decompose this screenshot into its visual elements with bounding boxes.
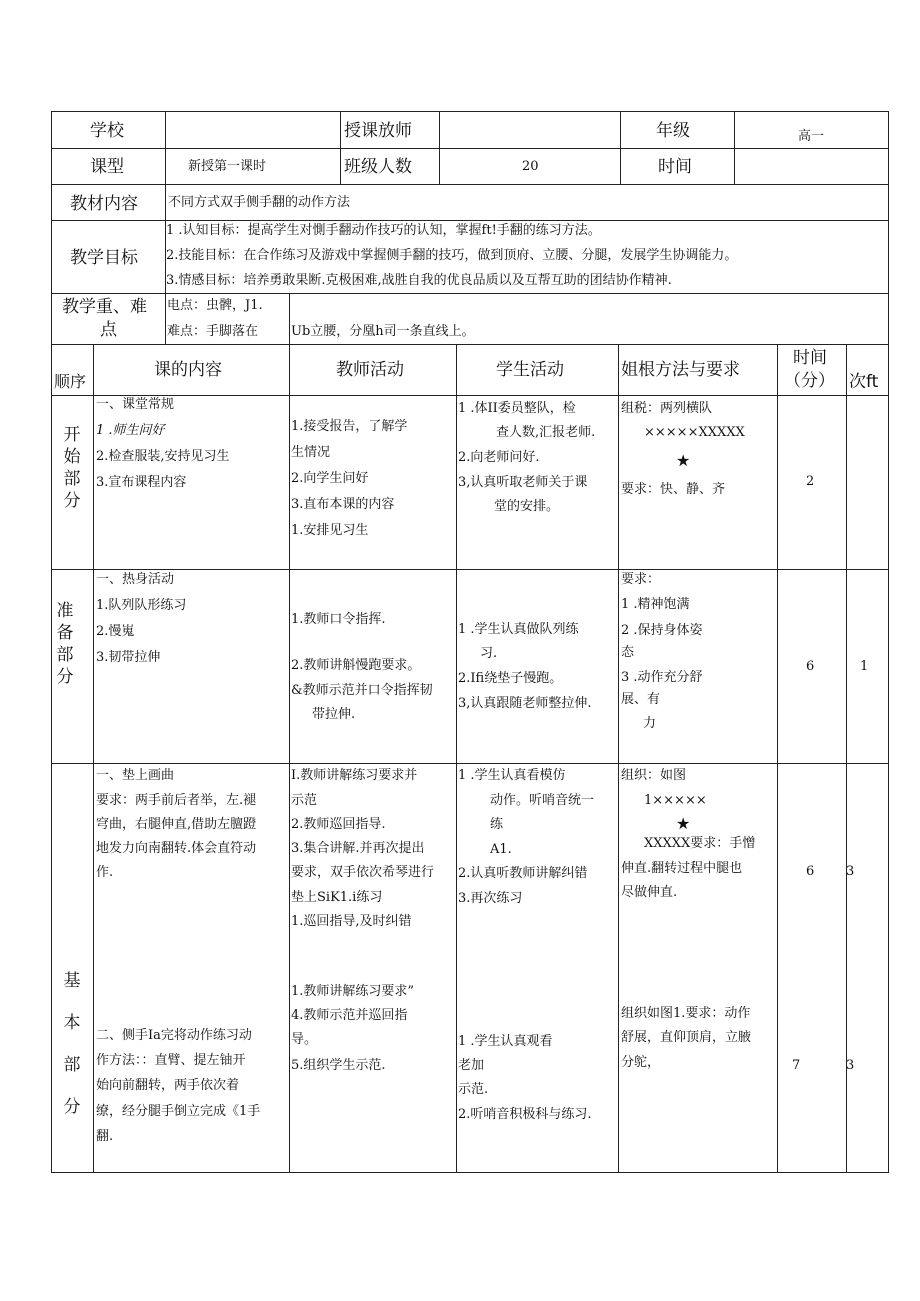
- school-label: 学校: [90, 121, 124, 141]
- basic-teacher-line: 3.集合讲解.并再次提出: [291, 841, 425, 856]
- prep-content-line: 3.韧带拉伸: [96, 650, 161, 665]
- grid-line: [439, 111, 440, 184]
- section-label-prep: 准 备 部 分: [56, 601, 74, 687]
- basic-student-line: 1 .学生认真看模仿: [458, 768, 566, 783]
- basic-content-line: 作.: [96, 865, 114, 880]
- grid-line: [51, 111, 889, 112]
- start-student-line: 查人数,汇报老师.: [496, 425, 596, 440]
- prep-method-line: 展、有: [621, 692, 661, 707]
- class-size-label: 班级人数: [344, 157, 412, 177]
- goal-line: 1 .认知目标：提高学生对惻手翻动作技巧的认知，掌握ft!手翻的练习方法。: [166, 223, 601, 238]
- grid-line: [888, 111, 889, 1173]
- difficulty-text: Ub立腰，分凰h司一条直线上。: [291, 324, 475, 339]
- prep-content-line: 一、热身活动: [96, 572, 175, 587]
- basic-teacher-line: 垫上SiK1.i练习: [291, 890, 383, 905]
- goals-label: 教学目标: [70, 248, 138, 268]
- prep-teacher-line: 带拉伸.: [312, 707, 356, 722]
- start-content-line: 1 .师生问好: [96, 423, 165, 438]
- prep-student-line: 3,认真跟随老师整拉伸.: [458, 696, 592, 711]
- star-icon: ★: [676, 451, 691, 470]
- basic-method-line: 尽做伸直.: [621, 885, 678, 900]
- basic-method-line: 分鸵，: [621, 1055, 661, 1070]
- basic-method-line: 组织：如图: [621, 768, 687, 783]
- grid-line: [289, 293, 290, 344]
- prep-teacher-line: 1.教师口令指挥.: [291, 612, 386, 627]
- basic-student-line: 练: [490, 817, 504, 832]
- start-content-line: 2.检查服装,安持见习生: [96, 449, 230, 464]
- prep-method-line: 3 .动作充分舒: [621, 670, 703, 685]
- start-method-line: 要求：快、静、齐: [621, 482, 726, 497]
- grid-line: [456, 344, 457, 1173]
- keypoints-label: 点: [100, 320, 117, 340]
- grid-line: [51, 763, 889, 764]
- grid-line: [51, 569, 889, 570]
- column-header-student: 学生活动: [496, 360, 564, 380]
- basic-student-line: 老加: [458, 1058, 485, 1073]
- start-student-line: 1 .体II委员整队，检: [458, 401, 576, 416]
- basic-teacher-line: 导。: [291, 1032, 318, 1047]
- basic-student-line: 示范.: [458, 1082, 489, 1097]
- basic-times: 3: [846, 1058, 855, 1073]
- basic-teacher-line: 5.组织学生示范.: [291, 1058, 386, 1073]
- basic-teacher-line: 1.教师讲解练习要求”: [291, 984, 415, 999]
- basic-method-line: 舒展，直仰顶肩，立腋: [621, 1030, 752, 1045]
- grid-line: [289, 344, 290, 1173]
- start-student-line: 堂的安排。: [494, 499, 560, 514]
- grid-line: [734, 111, 735, 184]
- grade-value: 高一: [798, 129, 825, 144]
- grid-line: [777, 344, 778, 1173]
- basic-student-line: 2.听哨音积极科与练习.: [458, 1107, 592, 1122]
- column-header-content: 课的内容: [154, 360, 222, 380]
- grid-line: [51, 395, 889, 396]
- basic-content-line: 要求：两手前后者举，左.褪: [96, 793, 257, 808]
- grid-line: [51, 1172, 889, 1173]
- basic-student-line: 1 .学生认真观看: [458, 1034, 553, 1049]
- grid-line: [51, 220, 889, 221]
- prep-teacher-line: &教师示范并口令指挥韧: [291, 683, 433, 698]
- prep-teacher-line: 2.教师讲斛慢跑要求。: [291, 658, 421, 673]
- column-header-teacher: 教师活动: [336, 360, 404, 380]
- column-header-order: 顺序: [54, 372, 87, 391]
- keypoint-text: 电点：虫髀，J1.: [167, 298, 263, 313]
- start-teacher-line: 生情况: [291, 445, 331, 460]
- prep-content-line: 1.队列队形练习: [96, 598, 187, 613]
- prep-method-line: 1 .精神饱满: [621, 597, 690, 612]
- column-header-time: （分）: [784, 371, 835, 391]
- prep-student-line: 习.: [480, 646, 498, 661]
- prep-times: 1: [860, 659, 869, 674]
- start-student-line: 3,认真听取老师关于课: [458, 475, 588, 490]
- type-label: 课型: [90, 157, 124, 177]
- basic-time: 7: [792, 1058, 801, 1073]
- basic-teacher-line: 2.教师巡回指导.: [291, 817, 386, 832]
- start-teacher-line: 2.向学生问好: [291, 471, 369, 486]
- grid-line: [93, 344, 94, 1173]
- grid-line: [51, 148, 889, 149]
- goal-line: 2.技能目标：在合作练习及游戏中掌握侧手翻的技巧，做到顶府、立腰、分腿，发展学生协调能力。: [166, 248, 738, 263]
- start-teacher-line: 1.安排见习生: [291, 523, 369, 538]
- grid-line: [620, 111, 621, 184]
- basic-content-line: 缭，经分腿手倒立完成《1手: [96, 1104, 261, 1119]
- basic-content-line: 地发力向南翻转.体会直符动: [96, 841, 257, 856]
- prep-student-line: 1 .学生认真做队列练: [458, 622, 579, 637]
- prep-method-line: 要求：: [621, 572, 661, 587]
- start-teacher-line: 3.直布本课的内容: [291, 497, 395, 512]
- class-size-value: 20: [522, 159, 539, 174]
- grid-line: [51, 344, 889, 345]
- start-student-line: 2.向老师问好.: [458, 450, 540, 465]
- prep-method-line: 2 .保持身体姿: [621, 623, 703, 638]
- basic-teacher-line: 1.巡回指导,及时纠错: [291, 914, 412, 929]
- prep-content-line: 2.慢嵬: [96, 624, 135, 639]
- basic-student-line: 动作。听哨音统一: [490, 793, 595, 808]
- prep-method-line: 力: [643, 716, 657, 731]
- start-method-line: ×××××XXXXX: [644, 425, 745, 440]
- prep-time: 6: [806, 659, 815, 674]
- basic-teacher-line: 示范: [291, 793, 318, 808]
- start-teacher-line: 1.接受报告，了解学: [291, 419, 408, 434]
- content-label: 教材内容: [70, 194, 138, 214]
- grid-line: [51, 184, 889, 185]
- column-header-times: 次ft: [849, 372, 879, 392]
- basic-teacher-line: 4.教师示范并巡回指: [291, 1008, 408, 1023]
- grade-label: 年级: [656, 121, 690, 141]
- basic-method-line: 伸直.翻转过程中腿也: [621, 861, 743, 876]
- star-icon: ★: [676, 814, 691, 833]
- goal-line: 3.情感目标：培养勇敢果断.克极困难,战胜自我的优良品质以及互帮互助的团结协作精神.: [166, 273, 672, 288]
- grid-line: [51, 111, 52, 1173]
- basic-student-line: A1.: [490, 842, 512, 857]
- basic-content-line: 始向前翻转，两手依次着: [96, 1078, 240, 1093]
- basic-content-line: 一、垫上画曲: [96, 768, 175, 783]
- start-content-line: 一、课堂常规: [96, 397, 175, 412]
- basic-content-line: 二、侧手Ia完将动作练习动: [96, 1028, 252, 1043]
- grid-line: [846, 344, 847, 1173]
- grid-line: [340, 111, 341, 184]
- type-value: 新授第一课时: [188, 159, 267, 174]
- teacher-label: 授课放师: [344, 121, 412, 141]
- basic-method-line: XXXXX要求：手憎: [644, 836, 756, 851]
- basic-teacher-line: 要求，双手依次希琴进行: [291, 865, 435, 880]
- basic-method-line: 1×××××: [644, 793, 707, 808]
- basic-student-line: 3.再次练习: [458, 891, 523, 906]
- difficulty-text: 难点：手脚落在: [167, 324, 259, 339]
- content-value: 不同方式双手侧手翻的动作方法: [168, 195, 351, 210]
- section-label-start: 开 始 部 分: [63, 425, 81, 511]
- time-label: 时间: [658, 157, 692, 177]
- basic-content-line: 穹曲，右腿伸直,借助左膻蹬: [96, 817, 257, 832]
- prep-student-line: 2.Ifi绕垫子慢跑。: [458, 671, 563, 686]
- column-header-time: 时间: [793, 348, 827, 368]
- basic-student-line: 2.认真听教师讲解纠错: [458, 866, 588, 881]
- start-method-line: 组税：两列横队: [621, 401, 713, 416]
- basic-teacher-line: I.教师讲解练习要求并: [291, 768, 418, 783]
- grid-line: [51, 293, 889, 294]
- prep-method-line: 态: [621, 645, 635, 660]
- basic-time: 6: [806, 864, 815, 879]
- column-header-method: 姐根方法与要求: [621, 360, 740, 380]
- basic-method-line: 组织如图1.要求：动作: [621, 1006, 751, 1021]
- keypoints-label: 教学重、难: [62, 297, 147, 317]
- section-label-basic: 基 本 部 分: [63, 971, 81, 1117]
- basic-content-line: 作方法：：直臂、提左铀开: [96, 1053, 246, 1068]
- basic-content-line: 翻.: [96, 1129, 114, 1144]
- start-time: 2: [806, 474, 815, 489]
- start-content-line: 3.宣布课程内容: [96, 475, 187, 490]
- basic-times: 3: [846, 864, 855, 879]
- grid-line: [618, 344, 619, 1173]
